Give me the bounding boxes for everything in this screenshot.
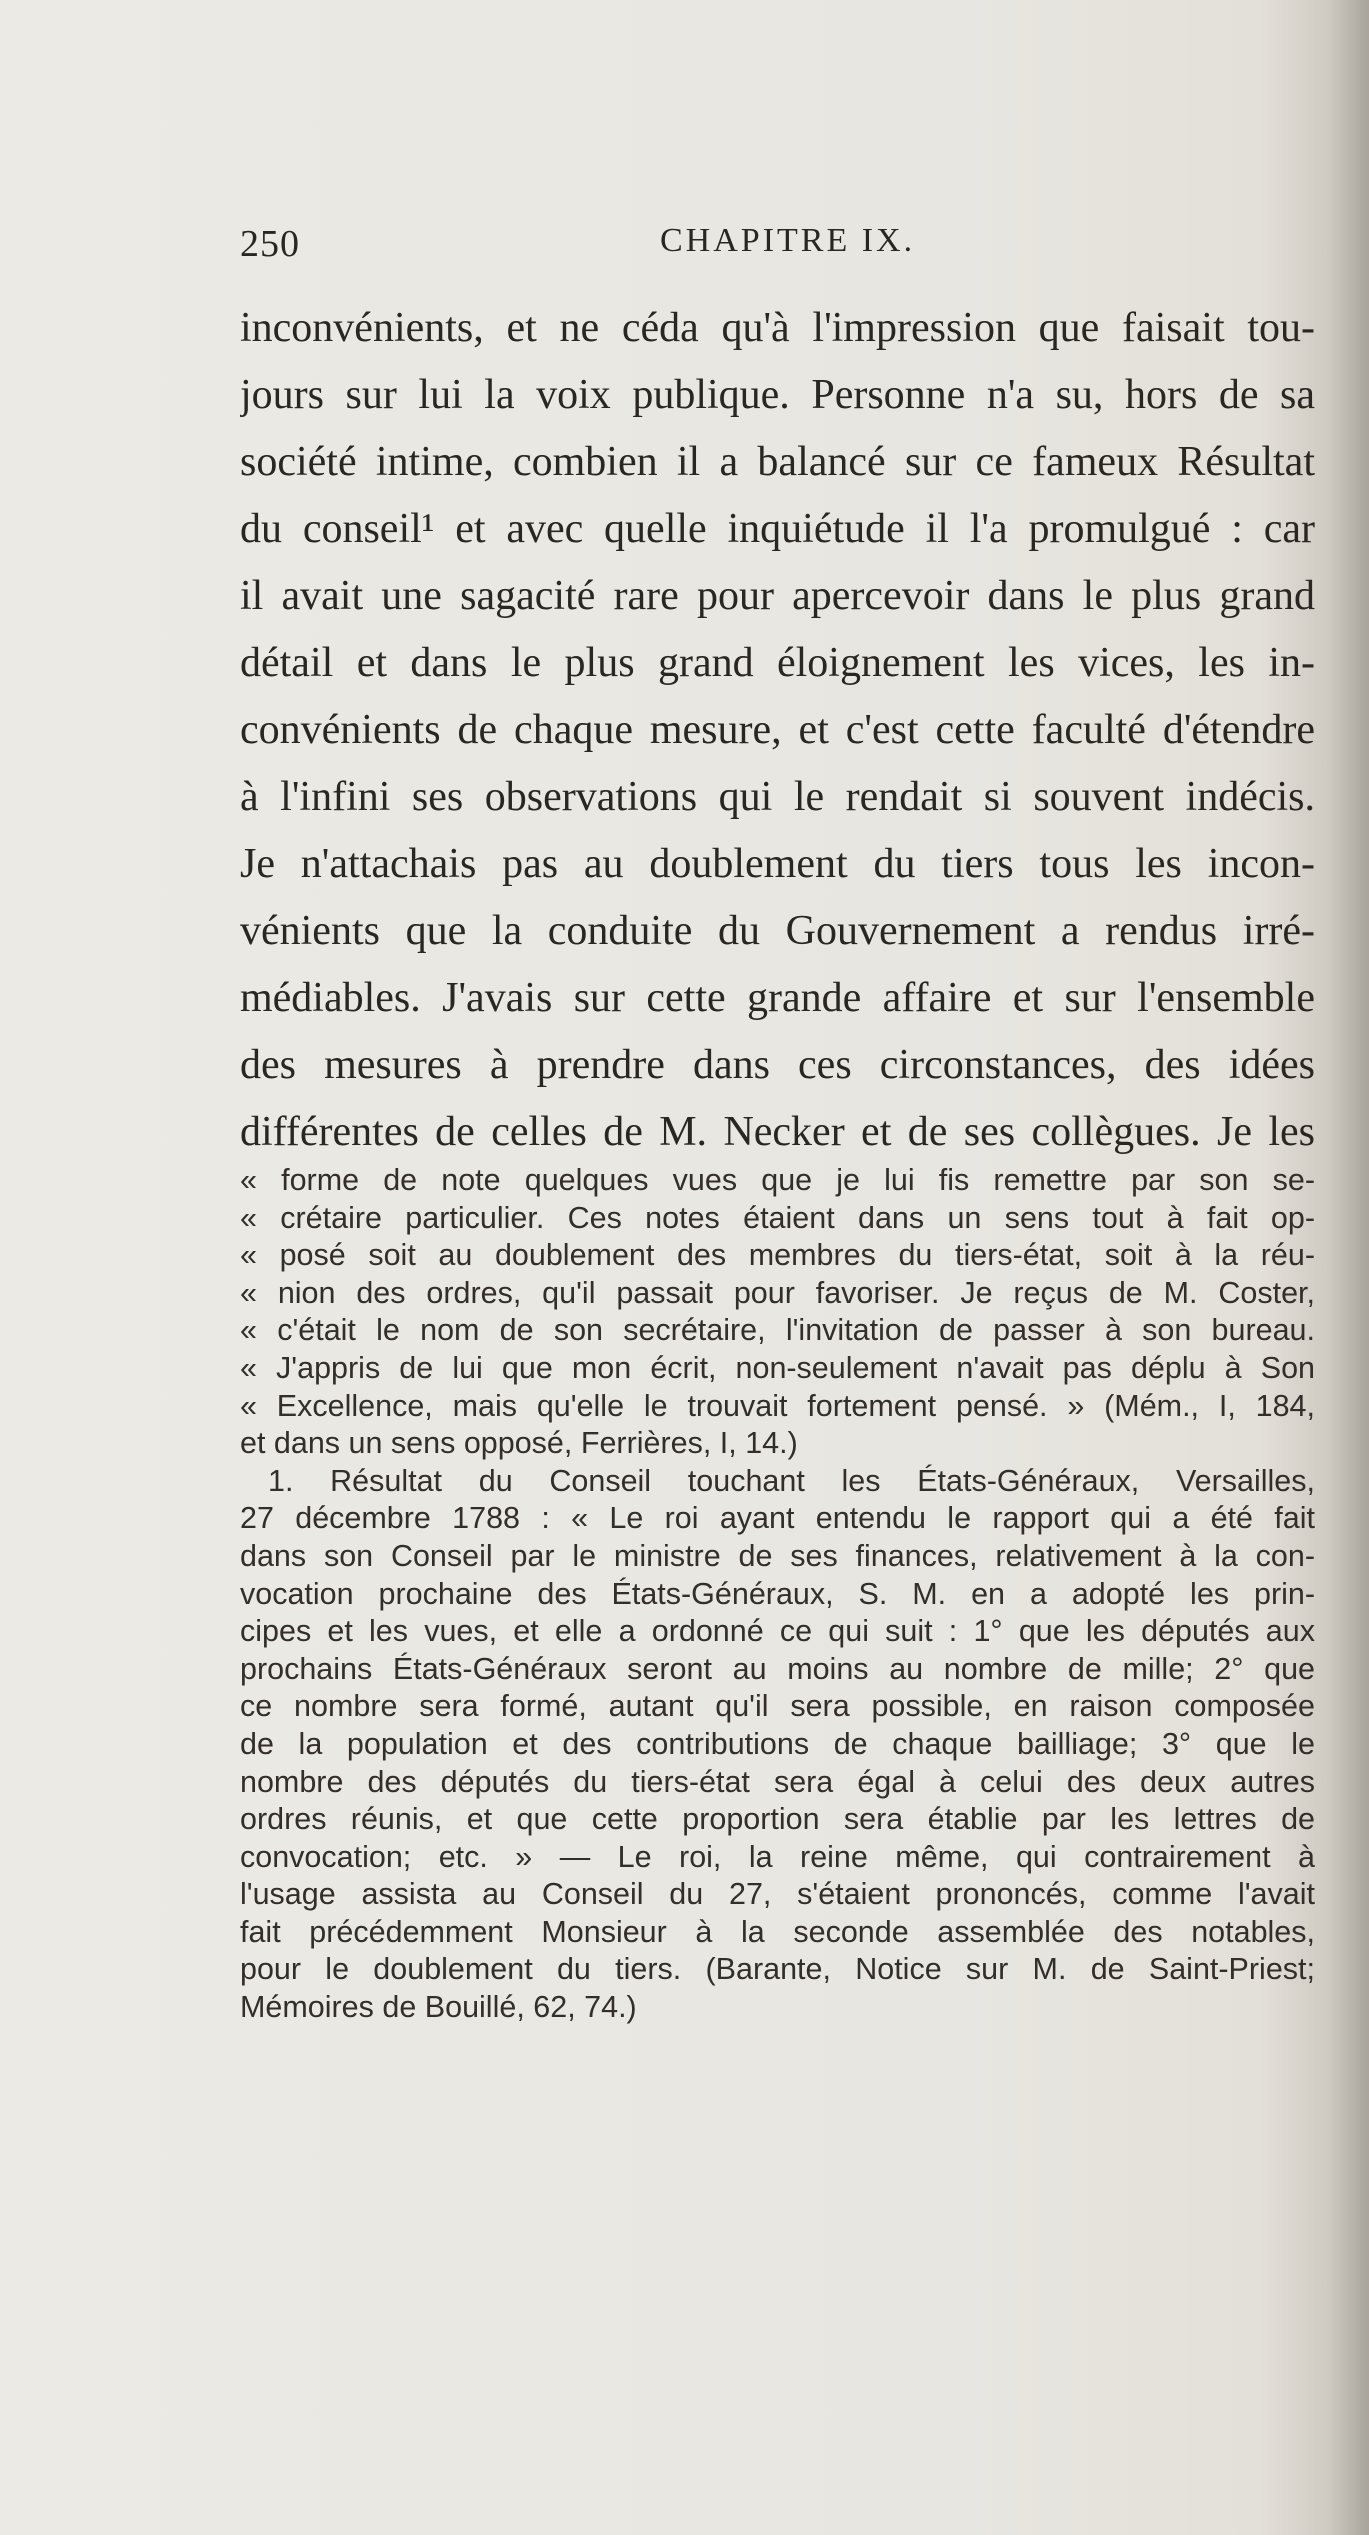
footnote-line: l'usage assista au Conseil du 27, s'étaient prononcés, comme l'avait [240, 1877, 1315, 1912]
footnote-line: « forme de note quelques vues que je lui fis remettre par son se- [240, 1163, 1315, 1197]
text-line: du conseil¹ et avec quelle inquiétude il l'a promulgué : car [240, 506, 1315, 552]
footnote-line: « J'appris de lui que mon écrit, non-seulement n'avait pas déplu à Son [240, 1350, 1315, 1385]
footnote-line: « posé soit au doublement des membres du tiers-état, soit à la réu- [240, 1238, 1315, 1273]
footnote-line: fait précédemment Monsieur à la seconde assemblée des notables, [240, 1914, 1315, 1949]
running-head: CHAPITRE IX. [660, 222, 916, 259]
footnote-line: 27 décembre 1788 : « Le roi ayant entendu le rapport qui a été fait [240, 1501, 1315, 1536]
page-number: 250 [240, 223, 300, 265]
text-line: vénients que la conduite du Gouvernement a rendus irré- [240, 908, 1315, 954]
footnote-line: et dans un sens opposé, Ferrières, I, 14.) [240, 1426, 798, 1461]
footnotes [240, 1162, 1315, 2027]
text-line: des mesures à prendre dans ces circonstances, des idées [240, 1042, 1315, 1088]
footnote-line: vocation prochaine des États-Généraux, S. M. en a adopté les prin- [240, 1576, 1315, 1611]
text-line: il avait une sagacité rare pour apercevoir dans le plus grand [240, 573, 1315, 619]
footnote-1 [240, 1463, 1315, 2027]
footnote-line: « c'était le nom de son secrétaire, l'invitation de passer à son bureau. [240, 1313, 1315, 1348]
text-line: jours sur lui la voix publique. Personne n'a su, hors de sa [240, 372, 1315, 418]
text-line: Je n'attachais pas au doublement du tiers tous les incon- [240, 841, 1315, 887]
footnote-line: convocation; etc. » — Le roi, la reine même, qui contrairement à [240, 1839, 1315, 1874]
footnote-line: Mémoires de Bouillé, 62, 74.) [240, 1990, 637, 2025]
footnote-line: « nion des ordres, qu'il passait pour favoriser. Je reçus de M. Coster, [240, 1275, 1315, 1310]
text-line: société intime, combien il a balancé sur ce fameux Résultat [240, 439, 1315, 485]
text-line: à l'infini ses observations qui le rendait si souvent indécis. [240, 774, 1315, 820]
text-line: convénients de chaque mesure, et c'est cette faculté d'étendre [240, 707, 1315, 753]
footnote-line: nombre des députés du tiers-état sera égal à celui des deux autres [240, 1764, 1315, 1799]
page-header [240, 222, 1315, 282]
footnote-line: ce nombre sera formé, autant qu'il sera possible, en raison composée [240, 1689, 1315, 1724]
footnote-line: ordres réunis, et que cette proportion sera établie par les lettres de [240, 1802, 1315, 1837]
footnote-line: « Excellence, mais qu'elle le trouvait fortement pensé. » (Mém., I, 184, [240, 1388, 1315, 1423]
text-line: détail et dans le plus grand éloignement les vices, les in- [240, 640, 1315, 686]
text-line: inconvénients, et ne céda qu'à l'impression que faisait tou- [240, 305, 1315, 351]
footnote-line: pour le doublement du tiers. (Barante, Notice sur M. de Saint-Priest; [240, 1952, 1315, 1987]
main-text [240, 295, 1315, 1166]
footnote-line: 1. Résultat du Conseil touchant les États-Généraux, Versailles, [268, 1463, 1315, 1498]
footnote-continued-quote [240, 1162, 1315, 1463]
footnote-line: dans son Conseil par le ministre de ses finances, relativement à la con- [240, 1538, 1315, 1573]
footnote-line: de la population et des contributions de chaque bailliage; 3° que le [240, 1726, 1315, 1761]
text-line: différentes de celles de M. Necker et de ses collègues. Je les [240, 1109, 1315, 1155]
footnote-line: prochains États-Généraux seront au moins au nombre de mille; 2° que [240, 1651, 1315, 1686]
text-line: médiables. J'avais sur cette grande affaire et sur l'ensemble [240, 975, 1315, 1021]
footnote-line: cipes et les vues, et elle a ordonné ce qui suit : 1° que les députés aux [240, 1614, 1315, 1649]
footnote-line: « crétaire particulier. Ces notes étaient dans un sens tout à fait op- [240, 1200, 1315, 1235]
